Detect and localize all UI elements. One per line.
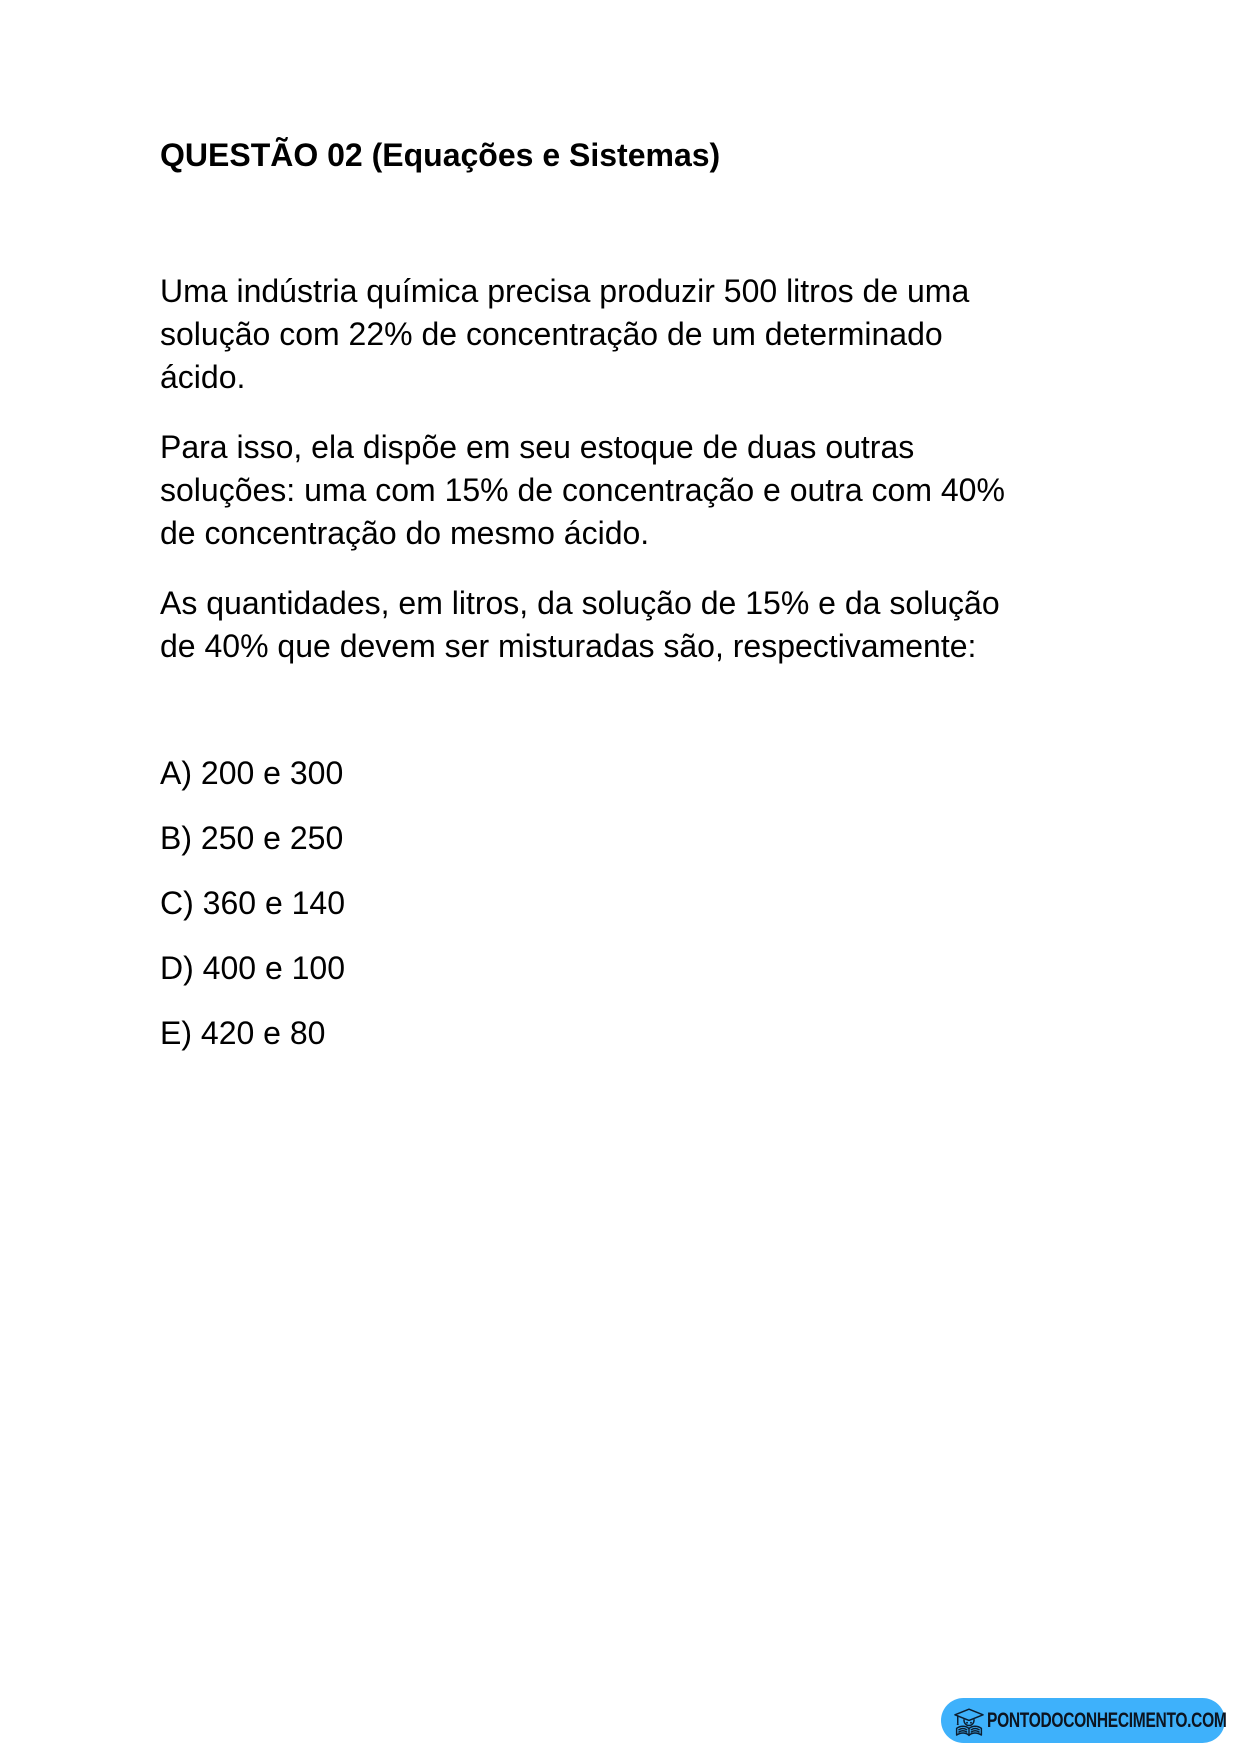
paragraph-line: Uma indústria química precisa produzir 500 litros de uma [160,273,970,309]
answer-options [160,752,345,1077]
footer-brand-text: PONTODOCONHECIMENTO.COM [987,1708,1227,1732]
question-paragraph [160,582,1005,668]
option-b: B) 250 e 250 [160,820,344,856]
option-c: C) 360 e 140 [160,885,346,921]
question-paragraph [160,270,1005,399]
option-d: D) 400 e 100 [160,950,346,986]
paragraph-line: solução com 22% de concentração de um determinado [160,316,943,352]
paragraph-line: As quantidades, em litros, da solução de 15% e da solução [160,585,1000,621]
question-title: QUESTÃO 02 (Equações e Sistemas) [160,137,721,173]
question-body [160,270,1005,695]
paragraph-line: soluções: uma com 15% de concentração e outra com 40% [160,472,1005,508]
graduate-reading-book-icon [951,1703,987,1739]
option-e: E) 420 e 80 [160,1015,326,1051]
paragraph-line: ácido. [160,359,246,395]
question-paragraph [160,426,1005,555]
option-a: A) 200 e 300 [160,755,344,791]
footer-brand-badge [941,1698,1225,1743]
paragraph-line: Para isso, ela dispõe em seu estoque de duas outras [160,429,915,465]
paragraph-line: de 40% que devem ser misturadas são, respectivamente: [160,628,977,664]
paragraph-line: de concentração do mesmo ácido. [160,515,650,551]
